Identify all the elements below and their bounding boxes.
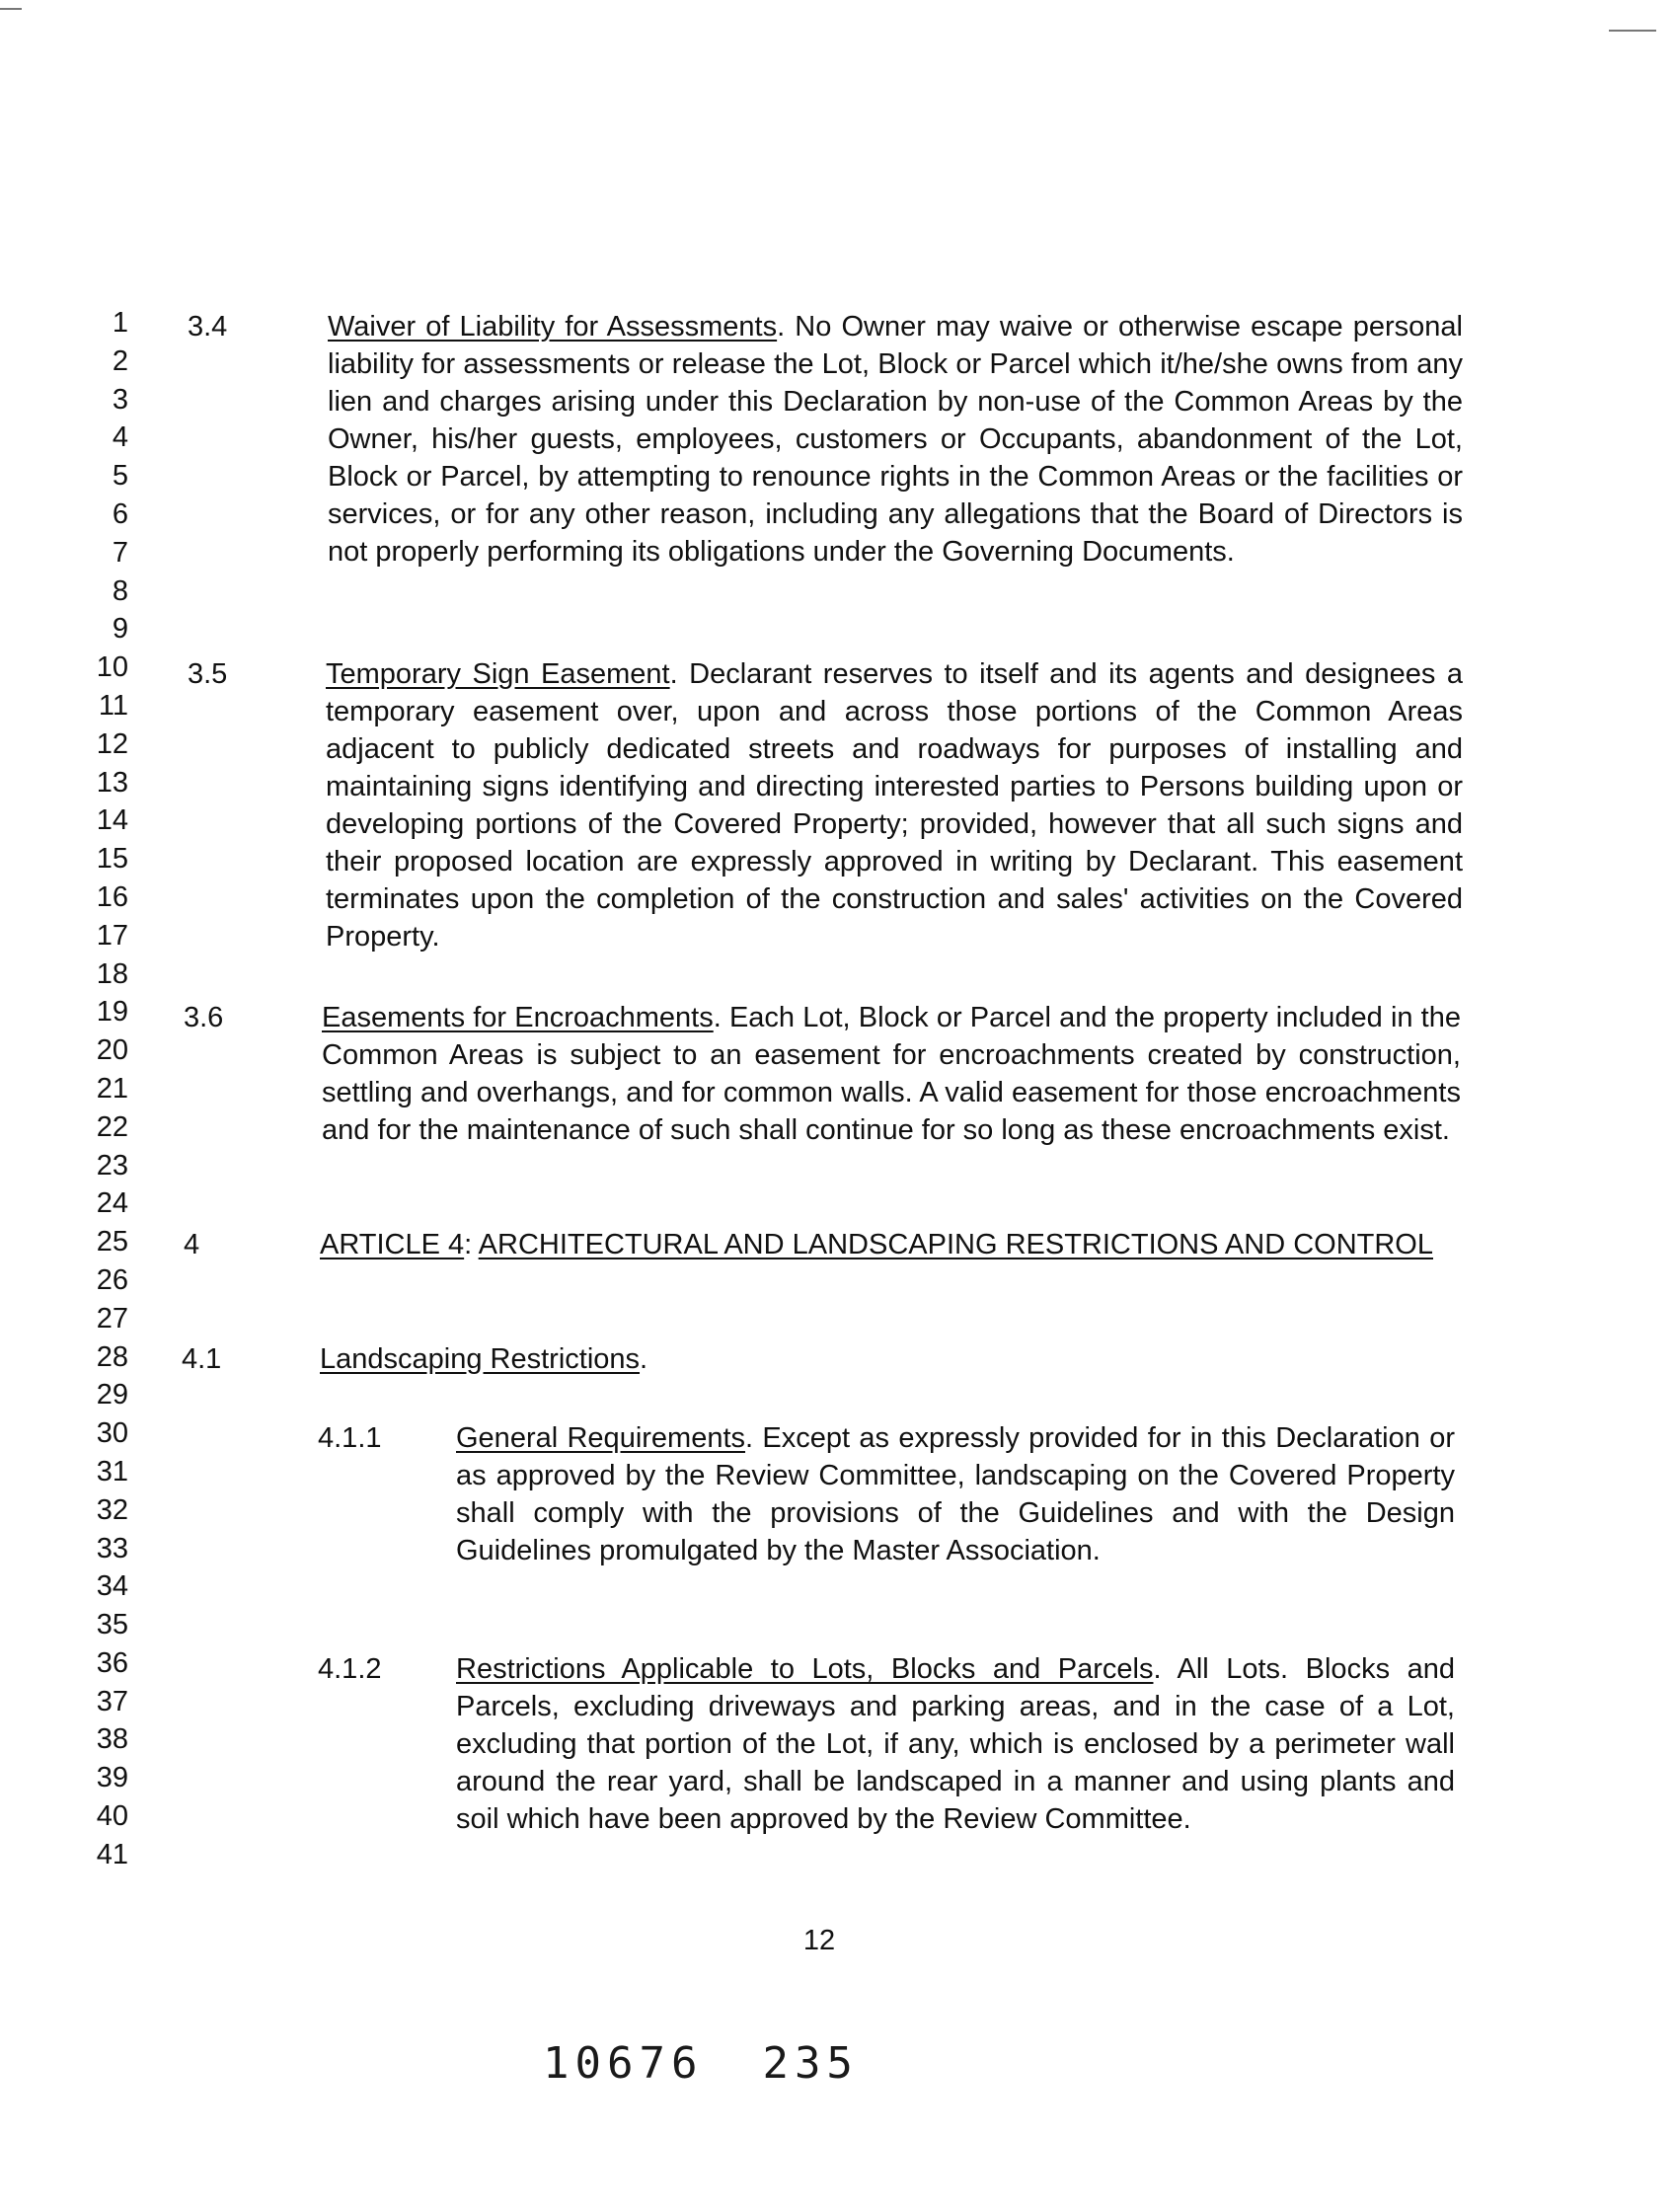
line-number: 18: [96, 957, 128, 990]
line-number: 15: [96, 843, 128, 876]
article-separator: :: [464, 1229, 479, 1260]
line-number: 20: [96, 1034, 128, 1067]
section-number: 4.1: [182, 1343, 222, 1375]
section-number: 3.5: [188, 658, 228, 690]
recording-stamp: [543, 2038, 859, 2089]
line-number: 4: [112, 421, 128, 454]
line-number: 21: [96, 1072, 128, 1105]
line-number: 38: [96, 1723, 128, 1756]
section-heading: Restrictions Applicable to Lots, Blocks and Parcels: [456, 1653, 1154, 1685]
line-number: 22: [96, 1110, 128, 1143]
line-number: 35: [96, 1609, 128, 1641]
line-number: 8: [112, 574, 128, 607]
line-number: 39: [96, 1762, 128, 1794]
line-number: 31: [96, 1455, 128, 1487]
section-number: 3.6: [184, 1002, 224, 1033]
section-heading: Waiver of Liability for Assessments: [328, 311, 778, 343]
line-number: 9: [112, 613, 128, 646]
section-heading: Easements for Encroachments: [322, 1002, 714, 1033]
scan-mark-top-right: [1609, 30, 1656, 32]
line-number: 13: [96, 766, 128, 799]
stamp-book-number: 10676: [543, 2038, 704, 2089]
section-body: [326, 655, 1463, 955]
section-text: . All Lots. Blocks and Parcels, excluding driveways and parking areas, and in the case of a Lot, excluding that portion of the Lot, if any, which is enclosed by a perimeter wall around the rear yard, shall be landscaped in a manner and using plants and soil which have been approved by the Review Committee.: [456, 1653, 1455, 1835]
section-text: . No Owner may waive or otherwise escape personal liability for assessments or release the Lot, Block or Parcel which it/he/she owns from any lien and charges arising under this Declaration by non-use of the Common Areas by the Owner, his/her guests, employees, customers or Occupants, abandonment of the Lot, Block or Parcel, by attempting to renounce rights in the Common Areas or the facilities or services, or for any other reason, including any allegations that the Board of Directors is not properly performing its obligations under the Governing Documents.: [328, 311, 1463, 568]
line-number: 6: [112, 497, 128, 530]
section-number: 4.1.2: [318, 1653, 382, 1685]
line-number: 25: [96, 1226, 128, 1259]
line-number: 7: [112, 536, 128, 569]
section-number: 4.1.1: [318, 1422, 382, 1454]
line-number: 19: [96, 996, 128, 1029]
stamp-page-number: 235: [762, 2038, 859, 2089]
article-title: ARCHITECTURAL AND LANDSCAPING RESTRICTIONS AND CONTROL: [478, 1229, 1433, 1260]
line-number: 10: [96, 651, 128, 684]
section-body: [456, 1650, 1455, 1838]
line-number: 16: [96, 880, 128, 913]
line-number: 34: [96, 1570, 128, 1603]
section-text: .: [640, 1343, 648, 1375]
scan-mark-top-left: [0, 8, 22, 10]
line-number: 3: [112, 383, 128, 416]
line-number: 14: [96, 804, 128, 837]
line-number: 33: [96, 1532, 128, 1564]
line-number: 12: [96, 727, 128, 760]
section-heading: General Requirements: [456, 1422, 746, 1454]
line-number: 11: [98, 689, 128, 722]
line-number: 27: [96, 1302, 128, 1335]
line-number-column: [69, 304, 128, 1874]
section-text: . Except as expressly provided for in this Declaration or as approved by the Review Committee, landscaping on the Covered Property shall comply with the provisions of the Guidelines and with the Design Guidelines promulgated by the Master Association.: [456, 1422, 1455, 1566]
section-body: [328, 308, 1463, 571]
article-label: ARTICLE 4: [320, 1229, 465, 1260]
line-number: 26: [96, 1263, 128, 1296]
section-number: 3.4: [188, 311, 228, 343]
section-heading: Temporary Sign Easement: [326, 658, 670, 690]
section-heading: Landscaping Restrictions: [320, 1343, 641, 1375]
line-number: 32: [96, 1493, 128, 1526]
line-number: 28: [96, 1340, 128, 1373]
article-number: 4: [184, 1229, 200, 1260]
article-heading: [320, 1226, 1461, 1263]
section-body: [456, 1419, 1455, 1569]
section-text: . Declarant reserves to itself and its agents and designees a temporary easement over, upon and across those portions of the Common Areas adjacent to publicly dedicated streets and roadways for purposes of installing and maintaining signs identifying and directing interested parties to Persons building upon or developing portions of the Covered Property; provided, however that all such signs and their proposed location are expressly approved in writing by Declarant. This easement terminates upon the completion of the construction and sales' activities on the Covered Property.: [326, 658, 1463, 953]
line-number: 29: [96, 1379, 128, 1411]
section-body: [320, 1340, 1455, 1378]
line-number: 40: [96, 1800, 128, 1833]
line-number: 24: [96, 1187, 128, 1220]
section-text: . Each Lot, Block or Parcel and the property included in the Common Areas is subject to an easement for encroachments created by construction, settling and overhangs, and for common walls. A valid easement for those encroachments and for the maintenance of such shall continue for so long as these encroachments exist.: [322, 1002, 1461, 1146]
line-number: 41: [96, 1838, 128, 1870]
line-number: 30: [96, 1417, 128, 1450]
line-number: 2: [112, 344, 128, 377]
line-number: 36: [96, 1646, 128, 1679]
line-number: 1: [112, 307, 128, 339]
page-number: 12: [802, 1925, 836, 1956]
line-number: 5: [112, 460, 128, 493]
line-number: 17: [96, 919, 128, 952]
line-number: 37: [96, 1685, 128, 1717]
line-number: 23: [96, 1149, 128, 1182]
section-body: [322, 999, 1461, 1149]
